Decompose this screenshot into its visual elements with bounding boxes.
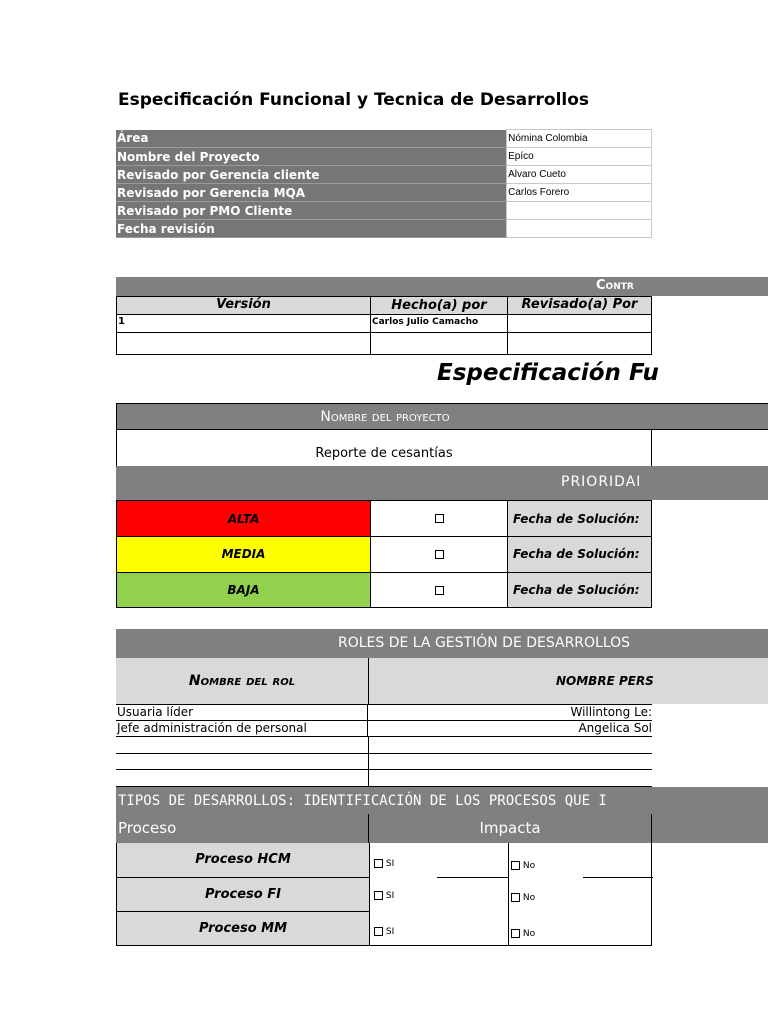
proceso-mm-label: Proceso MM xyxy=(117,912,370,945)
role-name[interactable] xyxy=(116,754,369,770)
col-nombre-rol: Nombre del rol xyxy=(116,658,369,704)
proceso-hcm-no-checkbox[interactable] xyxy=(511,861,520,870)
proceso-fi-no-checkbox[interactable] xyxy=(511,893,520,902)
priority-alta-checkbox[interactable] xyxy=(435,514,444,523)
si-label: SI xyxy=(385,927,395,937)
info-table xyxy=(116,129,652,238)
role-person[interactable] xyxy=(369,770,652,787)
proceso-fi-no xyxy=(511,893,535,903)
role-name[interactable]: Jefe administración de personal xyxy=(117,721,368,737)
col-nombre-persona: NOMBRE PERS xyxy=(556,674,654,688)
project-header-bar xyxy=(116,403,768,430)
proceso-fi-si-checkbox[interactable] xyxy=(374,891,383,900)
info-row-gerencia-mqa xyxy=(116,184,652,202)
no-label: No xyxy=(522,893,536,903)
priority-media-cell xyxy=(117,537,370,573)
proceso-hcm-si-checkbox[interactable] xyxy=(374,859,383,868)
info-row-area xyxy=(116,130,652,148)
col-version: Versión xyxy=(216,297,271,312)
role-person[interactable]: Willintong Le: xyxy=(570,705,652,719)
priority-media-checkbox-cell xyxy=(370,537,508,573)
tipos-table xyxy=(116,843,652,946)
info-label: Revisado por Gerencia cliente xyxy=(116,166,507,184)
priority-media-label: MEDIA xyxy=(221,547,266,561)
si-label: SI xyxy=(385,891,395,901)
control-header-label: Contr xyxy=(596,278,634,293)
spec-title: Especificación Fu xyxy=(437,360,659,386)
control-row xyxy=(116,315,652,333)
info-label: Nombre del Proyecto xyxy=(116,148,507,166)
priority-grid xyxy=(116,500,652,608)
info-value[interactable] xyxy=(507,220,652,238)
role-name[interactable]: Usuaria líder xyxy=(117,705,368,721)
proceso-mm-si xyxy=(374,927,394,937)
priority-baja-label: BAJA xyxy=(227,583,260,597)
control-hecho-cell[interactable]: Carlos Julio Camacho xyxy=(370,315,508,332)
underline xyxy=(437,877,508,878)
control-revisado-cell[interactable] xyxy=(508,315,651,332)
document-title: Especificación Funcional y Tecnica de Desarrollos xyxy=(118,90,590,110)
info-value[interactable]: Epíco xyxy=(507,148,652,166)
priority-alta-cell xyxy=(117,501,370,537)
proceso-hcm-si xyxy=(374,859,394,869)
priority-baja-checkbox[interactable] xyxy=(435,586,444,595)
proceso-mm-no-checkbox[interactable] xyxy=(511,929,520,938)
priority-baja-fecha-label: Fecha de Solución: xyxy=(508,573,651,607)
info-value[interactable] xyxy=(507,202,652,220)
info-value[interactable]: Carlos Forero xyxy=(507,184,652,202)
priority-alta-checkbox-cell xyxy=(370,501,508,537)
priority-media-checkbox[interactable] xyxy=(435,550,444,559)
role-person[interactable]: Angelica Sol xyxy=(578,721,652,735)
priority-alta-fecha-label: Fecha de Solución: xyxy=(508,501,651,537)
role-name[interactable] xyxy=(116,770,369,787)
priority-baja-cell xyxy=(117,573,370,607)
proceso-mm-no xyxy=(511,929,535,939)
roles-columns-row xyxy=(116,658,768,704)
role-row xyxy=(116,721,652,737)
info-label: Área xyxy=(116,130,507,148)
control-header-bar xyxy=(116,277,768,296)
role-person[interactable] xyxy=(369,754,652,770)
proceso-fi-si xyxy=(374,891,394,901)
roles-header-label: ROLES DE LA GESTIÓN DE DESARROLLOS xyxy=(338,635,631,651)
col-impacta: Impacta xyxy=(369,814,652,843)
roles-table xyxy=(116,704,652,786)
proceso-hcm-label: Proceso HCM xyxy=(117,843,370,878)
col-revisado-por: Revisado(a) Por xyxy=(521,297,638,312)
project-value-row xyxy=(116,430,652,466)
no-label: No xyxy=(522,861,536,871)
priority-baja-checkbox-cell xyxy=(370,573,508,607)
role-name[interactable] xyxy=(116,737,369,754)
underline xyxy=(583,877,653,878)
info-row-pmo xyxy=(116,202,652,220)
proceso-mm-si-checkbox[interactable] xyxy=(374,927,383,936)
info-label: Revisado por PMO Cliente xyxy=(116,202,507,220)
control-version-cell[interactable]: 1 xyxy=(118,316,125,327)
col-proceso: Proceso xyxy=(116,814,369,843)
info-value[interactable]: Nómina Colombia xyxy=(507,130,652,148)
info-row-fecha xyxy=(116,220,652,238)
project-header-label: Nombre del proyecto xyxy=(320,409,450,425)
role-row xyxy=(116,737,652,754)
no-label: No xyxy=(522,929,536,939)
role-row xyxy=(116,705,652,721)
info-label: Fecha revisión xyxy=(116,220,507,238)
control-version-cell[interactable] xyxy=(117,333,370,354)
info-label: Revisado por Gerencia MQA xyxy=(116,184,507,202)
priority-header-label: PRIORIDAI xyxy=(561,474,642,490)
tipos-header-label: TIPOS DE DESARROLLOS: IDENTIFICACIÓN DE LOS PROCESOS QUE I xyxy=(118,793,607,809)
control-hecho-cell[interactable] xyxy=(370,333,508,354)
priority-alta-label: ALTA xyxy=(227,512,260,526)
role-person[interactable] xyxy=(369,737,652,754)
si-label: SI xyxy=(385,859,395,869)
info-value[interactable]: Alvaro Cueto xyxy=(507,166,652,184)
info-row-proyecto xyxy=(116,148,652,166)
info-row-gerencia-cliente xyxy=(116,166,652,184)
project-value[interactable]: Reporte de cesantías xyxy=(315,446,453,461)
roles-header-bar xyxy=(116,629,768,658)
divider xyxy=(508,843,509,946)
proceso-fi-label: Proceso FI xyxy=(117,878,370,912)
control-columns-row xyxy=(116,296,652,315)
role-row xyxy=(116,770,652,787)
col-hecho-por: Hecho(a) por xyxy=(370,296,508,315)
control-row xyxy=(116,333,652,355)
priority-media-fecha-label: Fecha de Solución: xyxy=(508,537,651,573)
control-revisado-cell[interactable] xyxy=(508,333,651,354)
role-row xyxy=(116,754,652,770)
proceso-hcm-no xyxy=(511,861,535,871)
priority-header-bar xyxy=(116,466,768,500)
tipos-header-bar xyxy=(116,787,768,843)
